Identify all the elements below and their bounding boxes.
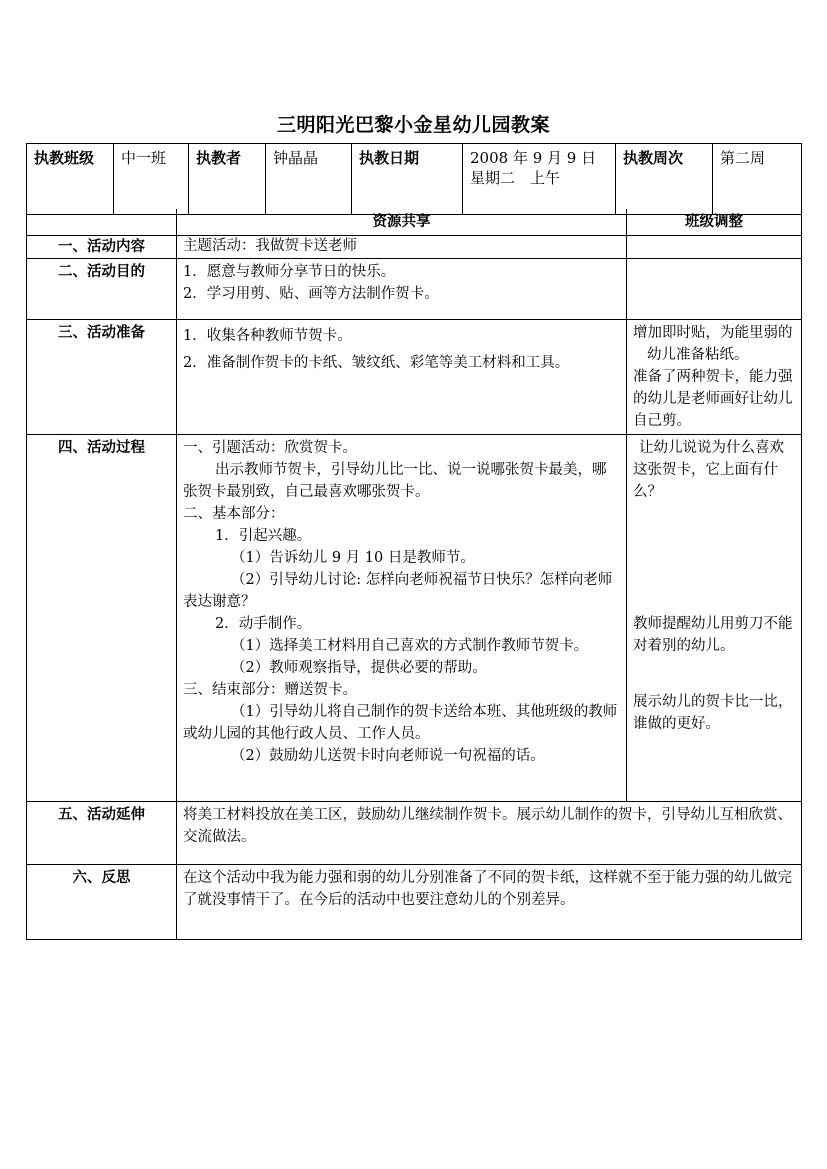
class-label: 执教班级 bbox=[27, 144, 114, 215]
lesson-table bbox=[26, 209, 802, 940]
adjust-note: 展示幼儿的贺卡比一比，谁做的更好。 bbox=[633, 694, 793, 732]
section-label: 四、活动过程 bbox=[27, 435, 177, 802]
teacher-value: 钟晶晶 bbox=[266, 144, 352, 215]
adjust-note: 准备了两种贺卡，能力强的幼儿是老师画好让幼儿自己剪。 bbox=[633, 369, 793, 429]
section-content bbox=[177, 802, 802, 865]
content-line: 1．收集各种教师节贺卡。 bbox=[183, 328, 352, 344]
section-adjust bbox=[627, 259, 802, 320]
content-line: 三、结束部分：赠送贺卡。 bbox=[183, 682, 357, 698]
content-line: 二、基本部分： bbox=[183, 506, 285, 522]
section-label: 二、活动目的 bbox=[27, 259, 177, 320]
content-line: （1）告诉幼儿 9 月 10 日是教师节。 bbox=[231, 550, 475, 566]
content-line: 一、引题活动：欣赏贺卡。 bbox=[183, 440, 357, 456]
adjust-note: 让幼儿说说为什么喜欢这张贺卡，它上面有什么？ bbox=[633, 440, 784, 500]
content-line: （1）选择美工材料用自己喜欢的方式制作教师节贺卡。 bbox=[231, 638, 589, 654]
adjust-note: 增加即时贴，为能里弱的幼儿准备粘纸。 bbox=[633, 325, 793, 363]
section-content bbox=[177, 259, 627, 320]
content-line: 主题活动：我做贺卡送老师 bbox=[183, 238, 357, 254]
section-adjust bbox=[627, 236, 802, 259]
section-content bbox=[177, 320, 627, 435]
header-table bbox=[26, 143, 802, 215]
class-value: 中一班 bbox=[114, 144, 189, 215]
content-line: 出示教师节贺卡，引导幼儿比一比、说一说哪张贺卡最美，哪张贺卡最别致，自己最喜欢哪张贺卡。 bbox=[183, 462, 607, 500]
content-line: 将美工材料投放在美工区，鼓励幼儿继续制作贺卡。展示幼儿制作的贺卡，引导幼儿互相欣赏、交流做法。 bbox=[183, 807, 792, 845]
content-line: 在这个活动中我为能力强和弱的幼儿分别准备了不同的贺卡纸，这样就不至于能力强的幼儿做完了就没事情干了。在今后的活动中也要注意幼儿的个别差异。 bbox=[183, 870, 792, 908]
section-content bbox=[177, 236, 627, 259]
content-line: 2．学习用剪、贴、画等方法制作贺卡。 bbox=[183, 286, 439, 302]
section-label: 五、活动延伸 bbox=[27, 802, 177, 865]
date-value: 2008 年 9 月 9 日星期二 上午 bbox=[463, 144, 616, 215]
section-content bbox=[177, 435, 627, 802]
content-line: 2．准备制作贺卡的卡纸、皱纹纸、彩笔等美工材料和工具。 bbox=[183, 355, 570, 371]
content-line: （1）引导幼儿将自己制作的贺卡送给本班、其他班级的教师或幼儿园的其他行政人员、工作人员。 bbox=[183, 704, 618, 742]
content-line: （2）引导幼儿讨论: 怎样向老师祝福节日快乐？怎样向老师表达谢意？ bbox=[183, 572, 613, 610]
content-line: （2）教师观察指导，提供必要的帮助。 bbox=[231, 660, 487, 676]
teacher-label: 执教者 bbox=[189, 144, 266, 215]
section-label: 三、活动准备 bbox=[27, 320, 177, 435]
page-title: 三明阳光巴黎小金星幼儿园教案 bbox=[276, 114, 550, 136]
content-line: 2．动手制作。 bbox=[215, 616, 312, 632]
section-adjust bbox=[627, 435, 802, 802]
resources-header: 资源共享 bbox=[177, 209, 627, 236]
section-adjust bbox=[627, 320, 802, 435]
week-label: 执教周次 bbox=[616, 144, 713, 215]
content-line: 1．引起兴趣。 bbox=[215, 528, 312, 544]
content-line: 1．愿意与教师分享节日的快乐。 bbox=[183, 264, 396, 280]
section-label: 一、活动内容 bbox=[27, 236, 177, 259]
content-line: （2）鼓励幼儿送贺卡时向老师说一句祝福的话。 bbox=[231, 748, 545, 764]
week-value: 第二周 bbox=[713, 144, 802, 215]
adjust-header: 班级调整 bbox=[627, 209, 802, 236]
section-label: 六、反思 bbox=[27, 865, 177, 940]
date-label: 执教日期 bbox=[352, 144, 463, 215]
adjust-note: 教师提醒幼儿用剪刀不能对着别的幼儿。 bbox=[633, 616, 793, 654]
section-content bbox=[177, 865, 802, 940]
